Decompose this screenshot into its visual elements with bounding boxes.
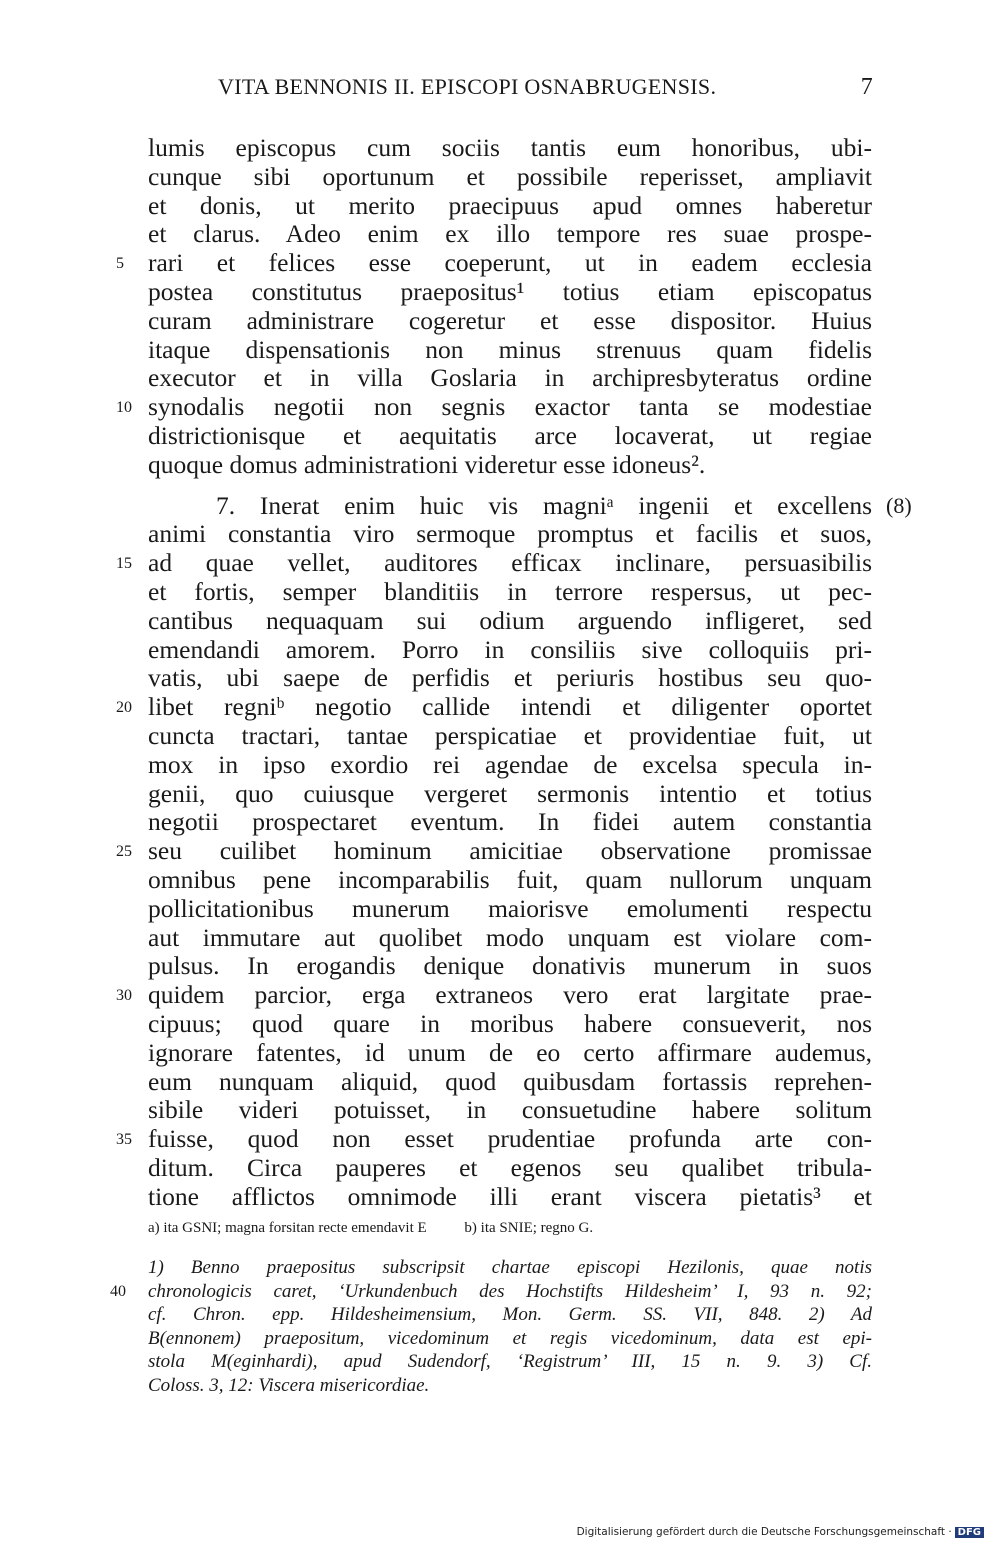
line-number: 25 (116, 843, 132, 861)
running-title: VITA BENNONIS II. EPISCOPI OSNABRUGENSIS. (218, 74, 717, 99)
footnotes (110, 1256, 872, 1397)
text-line (148, 278, 872, 307)
page-number: 7 (860, 74, 873, 100)
text-line (116, 1124, 872, 1154)
line-number: 15 (116, 555, 132, 573)
line-number: 5 (116, 255, 124, 273)
text-line (148, 520, 872, 549)
text-line (116, 980, 872, 1010)
text-line (148, 1183, 872, 1212)
text-line (148, 924, 872, 953)
text-line-content: executor et in villa Goslaria in archipresbyteratus ordine (148, 363, 872, 393)
credit-text: Digitalisierung gefördert durch die Deutsche Forschungsgemeinschaft · (576, 1526, 952, 1538)
text-line-content: postea constitutus praepositus¹ totius etiam episcopatus (148, 276, 872, 306)
footnote-line-content: Coloss. 3, 12: Viscera misericordiae. (148, 1374, 430, 1396)
text-line-content: ignorare fatentes, id unum de eo certo affirmare audemus, (148, 1037, 872, 1067)
text-line-content: 7. Inerat enim huic vis magniᵃ ingenii et excellens (216, 490, 872, 520)
text-line-content: quoque domus administrationi videretur esse idoneus². (148, 449, 706, 479)
marginal-reference: (8) (886, 492, 912, 518)
text-line-content: aut immutare aut quolibet modo unquam est violare com- (148, 922, 872, 952)
text-line-content: libet regniᵇ negotio callide intendi et diligenter oportet (148, 692, 872, 722)
line-number: 10 (116, 399, 132, 417)
text-line (148, 1068, 872, 1097)
text-line-content: mox in ipso exordio rei agendae de excelsa specula in- (148, 749, 872, 779)
text-line-content: seu cuilibet hominum amicitiae observatione promissae (148, 836, 872, 866)
text-line-content: vatis, ubi saepe de perfidis et periuris hostibus seu quo- (148, 663, 872, 693)
text-line (148, 780, 872, 809)
text-line-content: cantibus nequaquam sui odium arguendo infligeret, sed (148, 605, 872, 635)
line-number: 30 (116, 987, 132, 1005)
text-line (148, 607, 872, 636)
text-line-content: pulsus. In erogandis denique donativis munerum in suos (148, 951, 872, 981)
text-line-content: tione afflictos omnimode illi erant viscera pietatis³ et (148, 1181, 872, 1211)
main-text (116, 133, 912, 1211)
text-line (116, 248, 872, 278)
footnote-line (148, 1350, 872, 1374)
text-line (148, 422, 872, 451)
text-line (148, 192, 872, 221)
text-line (148, 578, 872, 607)
text-line-content: et donis, ut merito praecipuus apud omnes haberetur (148, 190, 872, 220)
text-line (148, 134, 872, 163)
footnote-line-content: cf. Chron. epp. Hildesheimensium, Mon. Germ. SS. VII, 848. 2) Ad (148, 1304, 872, 1325)
footnote-line-content: stola M(eginhardi), apud Sudendorf, ‘Registrum’ III, 15 n. 9. 3) Cf. (148, 1351, 872, 1372)
variant-note-b: b) ita SNIE; regno G. (464, 1220, 594, 1236)
text-line-content: districtionisque et aequitatis arce locaverat, ut regiae (148, 420, 872, 450)
text-line-content: cuncta tractari, tantae perspicatiae et providentiae fuit, ut (148, 720, 872, 750)
line-number: 20 (116, 699, 132, 717)
text-line-content: rari et felices esse coeperunt, ut in eadem ecclesia (148, 248, 872, 278)
footnote-line (148, 1374, 872, 1398)
text-line (148, 664, 872, 693)
footnote-line-content: 1) Benno praepositus subscripsit chartae episcopi Hezilonis, quae notis (148, 1257, 872, 1278)
text-line-content: ditum. Circa pauperes et egenos seu qualibet tribula- (148, 1152, 872, 1182)
text-line (148, 1096, 872, 1125)
text-line (148, 952, 872, 981)
text-line (148, 307, 872, 336)
text-line-content: ad quae vellet, auditores efficax inclinare, persuasibilis (148, 548, 872, 578)
variant-notes (148, 1220, 872, 1237)
text-line (148, 722, 872, 751)
text-line-content: sibile videri potuisset, in consuetudine habere solitum (148, 1095, 872, 1125)
text-line-content: curam administrare cogeretur et esse dispositor. Huius (148, 305, 872, 335)
text-line (148, 808, 872, 837)
text-line-content: cunque sibi oportunum et possibile reperisset, ampliavit (148, 161, 872, 191)
text-line-content: synodalis negotii non segnis exactor tanta se modestiae (148, 392, 872, 422)
text-line-content: cipuus; quod quare in moribus habere consueverit, nos (148, 1008, 872, 1038)
text-line (148, 751, 872, 780)
text-line-content: itaque dispensationis non minus strenuus quam fidelis (148, 334, 872, 364)
footnote-line (148, 1327, 872, 1351)
text-line (148, 220, 872, 249)
text-line-content: eum nunquam aliquid, quod quibusdam fortassis reprehen- (148, 1066, 872, 1096)
dfg-logo: DFG (955, 1527, 984, 1538)
text-line-content: lumis episcopus cum sociis tantis eum honoribus, ubi- (148, 133, 872, 162)
text-line-content: et fortis, semper blanditiis in terrore respersus, ut pec- (148, 576, 872, 606)
text-line (148, 163, 872, 192)
text-line-content: omnibus pene incomparabilis fuit, quam nullorum unquam (148, 864, 872, 894)
text-line (148, 636, 872, 665)
text-line (116, 692, 872, 722)
footnote-line-content: chronologicis caret, ‘Urkundenbuch des Hochstifts Hildesheim’ I, 93 n. 92; (148, 1280, 872, 1302)
text-line (148, 866, 872, 895)
text-line-content: quidem parcior, erga extraneos vero erat largitate prae- (148, 980, 872, 1010)
line-number: 40 (110, 1282, 126, 1300)
text-line (148, 895, 872, 924)
text-line (148, 1039, 872, 1068)
text-line (148, 451, 872, 480)
footnote-line (110, 1280, 872, 1304)
footnote-line (148, 1256, 872, 1280)
text-line-content: negotii prospectaret eventum. In fidei autem constantia (148, 807, 872, 837)
line-number: 35 (116, 1131, 132, 1149)
digitization-credit (577, 1526, 984, 1538)
text-line-content: fuisse, quod non esset prudentiae profunda arte con- (148, 1124, 872, 1154)
text-line (116, 548, 872, 578)
text-line (148, 336, 872, 365)
variant-note-a: a) ita GSNI; magna forsitan recte emendavit E (148, 1220, 427, 1236)
text-line (116, 836, 872, 866)
text-line (148, 364, 872, 393)
text-line-content: emendandi amorem. Porro in consiliis sive colloquiis pri- (148, 634, 872, 664)
text-line-content: animi constantia viro sermoque promptus et facilis et suos, (148, 519, 872, 549)
footnote-line (148, 1303, 872, 1327)
text-line-content: genii, quo cuiusque vergeret sermonis intentio et totius (148, 778, 872, 808)
text-line (148, 490, 912, 521)
text-line (116, 392, 872, 422)
text-line-content: pollicitationibus munerum maiorisve emolumenti respectu (148, 893, 872, 923)
text-line-content: et clarus. Adeo enim ex illo tempore res suae prospe- (148, 219, 872, 249)
text-line (148, 1154, 872, 1183)
text-line (148, 1010, 872, 1039)
footnote-line-content: B(ennonem) praepositum, vicedominum et regis vicedominum, data est epi- (148, 1327, 872, 1349)
